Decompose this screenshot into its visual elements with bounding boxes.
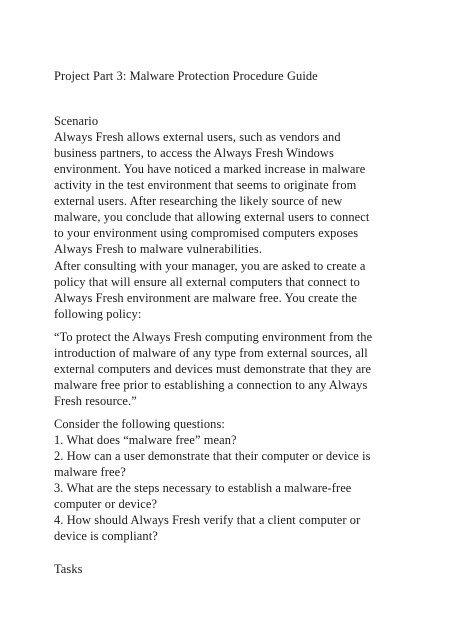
text-line: following policy: <box>54 307 142 321</box>
text-line: malware, you conclude that allowing external users to connect <box>54 210 370 224</box>
text-line: environment. You have noticed a marked increase in malware <box>54 162 366 176</box>
text-line: malware free? <box>54 465 126 479</box>
tasks-heading <box>54 561 404 577</box>
text-line: external computers and devices must demonstrate that they are <box>54 362 372 376</box>
scenario-heading <box>54 113 404 129</box>
text-line: computer or device? <box>54 497 158 511</box>
text-line: introduction of malware of any type from external sources, all <box>54 346 368 360</box>
text-line: activity in the test environment that seems to originate from <box>54 178 357 192</box>
text-line: external users. After researching the likely source of new <box>54 194 343 208</box>
text-line: device is compliant? <box>54 529 158 543</box>
text-line: Always Fresh to malware vulnerabilities. <box>54 242 263 256</box>
text-line: 2. How can a user demonstrate that their computer or device is <box>54 449 371 463</box>
policy-intro-paragraph <box>54 258 404 322</box>
questions-list <box>54 416 404 544</box>
text-line: Always Fresh allows external users, such as vendors and <box>54 130 341 144</box>
text-line: 3. What are the steps necessary to establish a malware-free <box>54 481 352 495</box>
text-line: Always Fresh environment are malware free. You create the <box>54 291 357 305</box>
tasks-heading-line: Tasks <box>54 562 83 576</box>
text-line: 1. What does “malware free” mean? <box>54 433 237 447</box>
text-line: After consulting with your manager, you are asked to create a <box>54 259 366 273</box>
text-line: to your environment using compromised computers exposes <box>54 226 359 240</box>
title-line: Project Part 3: Malware Protection Procedure Guide <box>54 69 318 83</box>
document-title <box>54 68 404 84</box>
text-line: 4. How should Always Fresh verify that a client computer or <box>54 513 361 527</box>
policy-quote-paragraph <box>54 329 404 409</box>
text-line: Fresh resource.” <box>54 394 137 408</box>
scenario-paragraph <box>54 129 404 257</box>
text-line: business partners, to access the Always Fresh Windows <box>54 146 334 160</box>
text-line: “To protect the Always Fresh computing environment from the <box>54 330 373 344</box>
scenario-heading-line: Scenario <box>54 114 99 128</box>
text-line: policy that will ensure all external computers that connect to <box>54 275 360 289</box>
text-line: malware free prior to establishing a connection to any Always <box>54 378 368 392</box>
text-line: Consider the following questions: <box>54 417 225 431</box>
